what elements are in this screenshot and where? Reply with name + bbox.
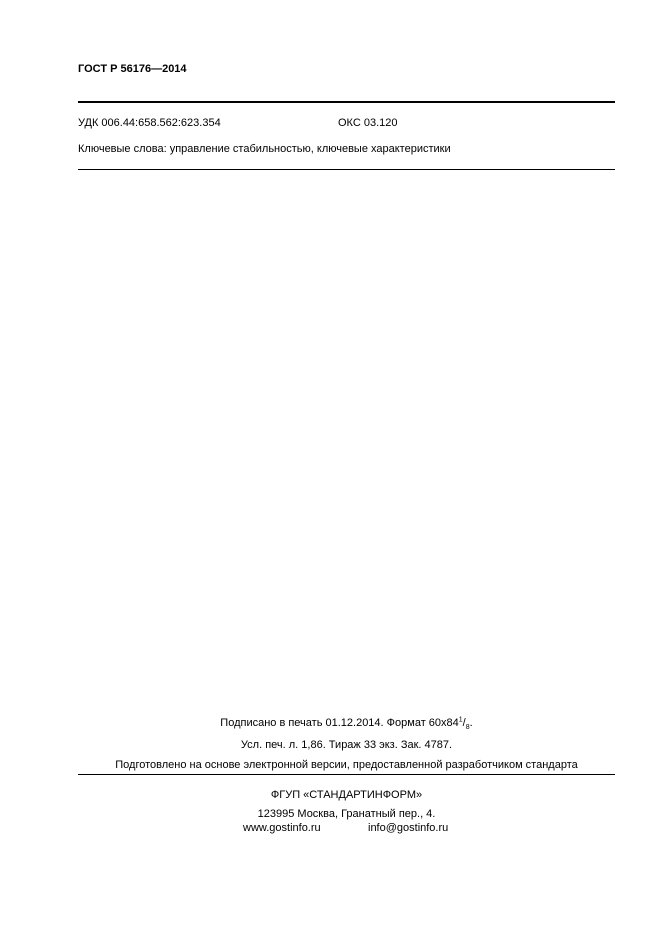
prepared-note: Подготовлено на основе электронной версии, предоставленной разработчиком стандарта xyxy=(115,759,578,771)
document-number: ГОСТ Р 56176—2014 xyxy=(78,63,187,75)
format-numerator: 1 xyxy=(458,716,463,724)
imprint-rule xyxy=(78,774,615,775)
publisher-address: 123995 Москва, Гранатный пер., 4. xyxy=(257,808,436,820)
udk-code: УДК 006.44:658.562:623.354 xyxy=(78,117,221,129)
publisher-website[interactable]: www.gostinfo.ru xyxy=(243,822,321,834)
oks-code: ОКС 03.120 xyxy=(338,117,398,129)
print-info: Усл. печ. л. 1,86. Тираж 33 экз. Зак. 4787. xyxy=(240,739,453,751)
publisher-email[interactable]: info@gostinfo.ru xyxy=(368,822,449,834)
classification-rule xyxy=(78,169,615,170)
header-rule xyxy=(78,101,615,103)
keywords: Ключевые слова: управление стабильностью, ключевые характеристики xyxy=(78,143,451,155)
signed-for-print: Подписано в печать 01.12.2014. Формат $60x84^1/_8$. xyxy=(220,716,473,732)
format-denominator: 8 xyxy=(465,724,470,732)
signed-text: Подписано в печать 01.12.2014. Формат 60x84 xyxy=(220,717,459,729)
format-suffix: . xyxy=(469,717,473,729)
publisher-name: ФГУП «СТАНДАРТИНФОРМ» xyxy=(270,789,423,801)
